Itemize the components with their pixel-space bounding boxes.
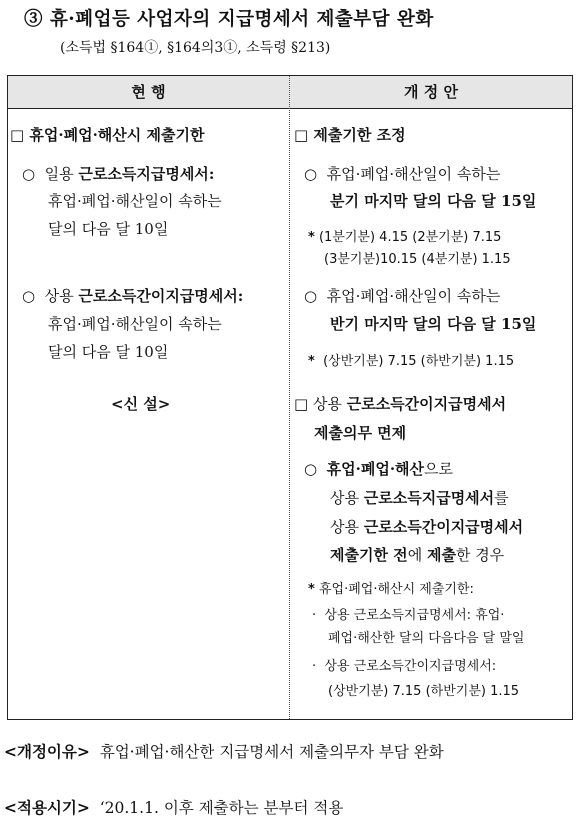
l3-bold: 근로소득간이지급명세서	[363, 518, 524, 536]
proposed-item3-line4	[330, 545, 504, 565]
note1-text: (1분기분) 4.15 (2분기분) 7.15	[318, 230, 502, 245]
note-sub2-line1	[312, 657, 496, 677]
effective-date-line	[4, 796, 343, 818]
comparison-table	[7, 75, 573, 720]
header-proposed: 개 정 안	[404, 83, 458, 101]
sub2-text: 상용 근로소득간이지급명세서:	[324, 659, 497, 674]
reason-line	[4, 740, 444, 762]
column-divider	[289, 76, 290, 719]
proposed-section2-line2: 제출의무 면제	[314, 424, 407, 442]
proposed-section2-title	[294, 394, 506, 414]
note-star: *	[308, 582, 315, 597]
bullet: ○	[22, 165, 36, 183]
proposed-item2-line1	[304, 286, 500, 306]
note-block-heading	[308, 580, 474, 600]
proposed-item1-line2: 분기 마지막 달의 다음 달 15일	[330, 192, 537, 210]
item2-doc-name: 근로소득간이지급명세서	[78, 287, 238, 305]
current-section-title: □ 휴업·폐업·해산시 제출기한	[10, 126, 205, 144]
header-current: 현 행	[131, 83, 166, 101]
proposed-item2-line2: 반기 마지막 달의 다음 달 15일	[330, 315, 537, 333]
sub-bullet: ·	[312, 659, 317, 674]
section2-doc-name: 근로소득간이지급명세서	[346, 395, 507, 413]
item1-text: 휴업·폐업·해산일이 속하는	[326, 165, 501, 183]
section-title: ③ 휴·폐업등 사업자의 지급명세서 제출부담 완화	[24, 9, 434, 30]
proposed-item1-line1	[304, 164, 500, 184]
note-sub1-line2: 폐업·해산한 달의 다음다음 달 말일	[328, 631, 525, 646]
current-item2	[22, 286, 243, 306]
proposed-item3-line1	[304, 459, 453, 479]
item2-colon: :	[237, 287, 244, 305]
item1-prefix: 일용	[44, 165, 79, 183]
sub1-text: 상용 근로소득지급명세서: 휴업·	[324, 608, 505, 623]
note-star: *	[308, 354, 315, 369]
reason-label: <개정이유>	[4, 742, 90, 761]
bullet: ○	[304, 287, 318, 305]
reason-text: 휴업·폐업·해산한 지급명세서 제출의무자 부담 완화	[99, 743, 444, 761]
l4-bold2: 제출	[426, 546, 456, 564]
note-sub1-line1	[312, 606, 504, 626]
legal-reference: (소득법 §164①, §164의3①, 소득령 §213)	[60, 40, 331, 56]
note-text: (상반기분) 7.15 (하반기분) 1.15	[323, 354, 515, 369]
l4-bold1: 제출기한 전	[330, 546, 408, 564]
current-item1-line3: 달의 다음 달 10일	[48, 220, 169, 238]
note-heading-text: 휴업·폐업·해산시 제출기한:	[318, 582, 474, 597]
note-star: *	[308, 230, 315, 245]
bullet: ○	[304, 165, 318, 183]
current-item1-line2: 휴업·폐업·해산일이 속하는	[48, 192, 222, 210]
proposed-item3-line3	[330, 517, 523, 537]
item1-colon: :	[208, 165, 215, 183]
item1-doc-name: 근로소득지급명세서	[78, 165, 209, 183]
proposed-section1-title: □ 제출기한 조정	[294, 126, 406, 144]
l2-post: 를	[494, 489, 509, 507]
sub-bullet: ·	[312, 608, 317, 623]
note-sub2-line2: (상반기분) 7.15 (하반기분) 1.15	[328, 684, 520, 699]
item2-text: 휴업·폐업·해산일이 속하는	[326, 287, 501, 305]
proposed-item1-note1	[308, 228, 501, 248]
item2-prefix: 상용	[44, 287, 79, 305]
date-label: <적용시기>	[4, 798, 90, 817]
item3-post: 으로	[424, 460, 454, 478]
l2-bold: 근로소득지급명세서	[363, 489, 495, 507]
new-provision-label: <신 설>	[111, 395, 171, 413]
bullet: ○	[22, 287, 36, 305]
l4-post: 한 경우	[455, 546, 505, 564]
proposed-item1-note2: (3분기분)10.15 (4분기분) 1.15	[324, 252, 511, 267]
proposed-item2-note	[308, 352, 514, 372]
date-text: ‘20.1.1. 이후 제출하는 분부터 적용	[99, 799, 344, 817]
bullet: ○	[304, 460, 318, 478]
l4-mid: 에	[407, 546, 427, 564]
item3-bold: 휴업·폐업·해산	[326, 460, 425, 478]
section2-prefix: □ 상용	[294, 395, 347, 413]
l3-pre: 상용	[330, 518, 364, 536]
l2-pre: 상용	[330, 489, 364, 507]
current-item2-line3: 달의 다음 달 10일	[48, 343, 169, 361]
proposed-item3-line2	[330, 488, 509, 508]
current-item1	[22, 164, 214, 184]
current-item2-line2: 휴업·폐업·해산일이 속하는	[48, 315, 222, 333]
